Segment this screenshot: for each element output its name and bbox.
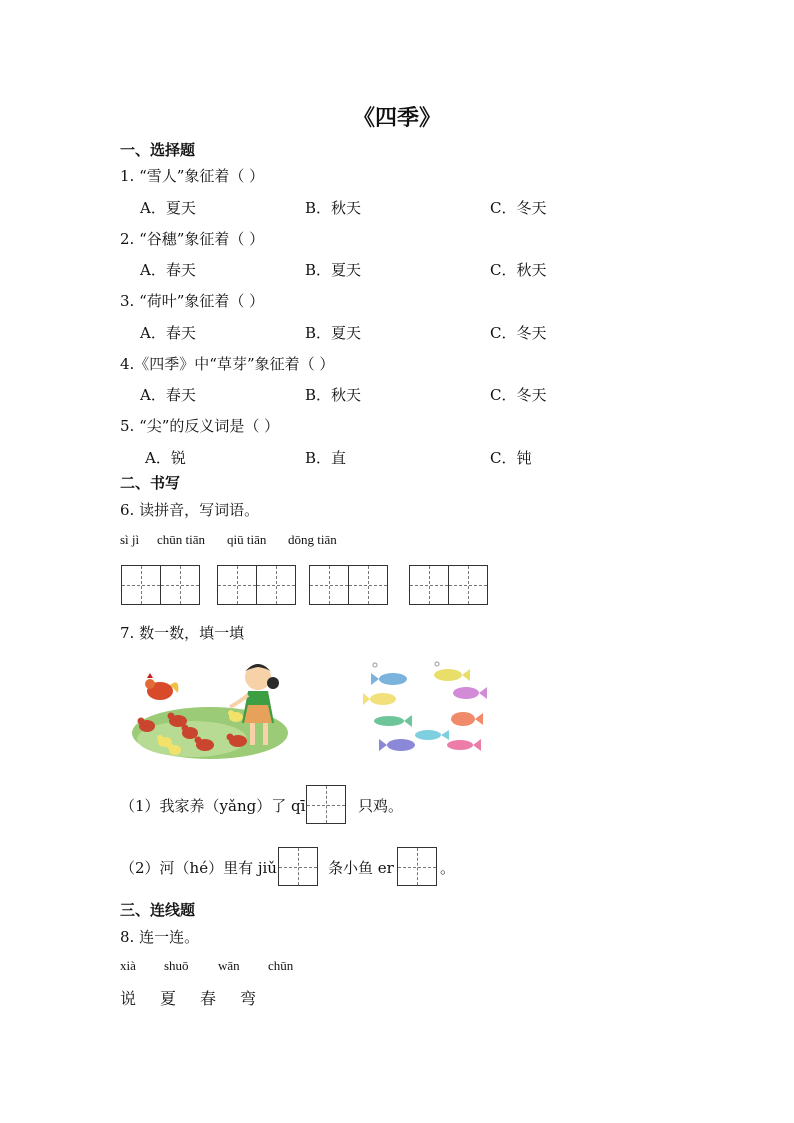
writing-grid-2[interactable] xyxy=(217,565,296,605)
question-2-option-b: B．夏天 xyxy=(305,261,362,279)
question-2-option-a: A．春天 xyxy=(140,261,196,279)
question-7-line-2-middle: 条小鱼 er xyxy=(328,859,394,877)
page-title: 《四季》 xyxy=(352,106,441,131)
question-2-option-c: C．秋天 xyxy=(490,261,547,279)
pinyin-chuntian: chūn tiān xyxy=(157,532,206,547)
pinyin-qiutian: qiū tiān xyxy=(227,532,267,547)
question-4-option-b: B．秋天 xyxy=(305,386,362,404)
match-char-shuo[interactable]: 说 xyxy=(120,989,137,1008)
answer-box-fish-er[interactable] xyxy=(397,847,437,886)
writing-grid-3[interactable] xyxy=(309,565,388,605)
answer-box-fish-jiu[interactable] xyxy=(278,847,318,886)
question-8-stem: 8. 连一连。 xyxy=(120,928,200,946)
answer-box-chickens[interactable] xyxy=(306,785,346,824)
pinyin-siji: sì jì xyxy=(120,532,140,547)
question-5-option-c: C．钝 xyxy=(490,449,532,467)
pinyin-dongtian: dōng tiān xyxy=(288,532,337,547)
match-pinyin-shuo[interactable]: shuō xyxy=(164,958,189,973)
match-char-wan[interactable]: 弯 xyxy=(240,989,257,1008)
question-3-option-a: A．春天 xyxy=(140,324,196,342)
question-3-stem: 3. “荷叶”象征着（ ） xyxy=(120,292,265,310)
question-7-line-1-suffix: 只鸡。 xyxy=(358,797,404,815)
fish-illustration xyxy=(363,657,493,762)
question-5-option-b: B．直 xyxy=(305,449,347,467)
chickens-illustration xyxy=(130,655,290,765)
writing-grid-4[interactable] xyxy=(409,565,488,605)
section-heading-choice: 一、选择题 xyxy=(120,141,196,159)
fish-icon xyxy=(363,669,487,751)
writing-grid-1[interactable] xyxy=(121,565,200,605)
question-1-option-a: A．夏天 xyxy=(140,199,196,217)
question-3-option-c: C．冬天 xyxy=(490,324,547,342)
section-heading-matching: 三、连线题 xyxy=(120,901,196,919)
question-7-line-2-end: 。 xyxy=(440,859,456,877)
question-4-stem: 4.《四季》中“草芽”象征着（ ） xyxy=(120,355,335,373)
question-6-stem: 6. 读拼音，写词语。 xyxy=(120,501,260,519)
question-4-option-c: C．冬天 xyxy=(490,386,547,404)
question-7-line-1-prefix: （1）我家养（yǎng）了 qī xyxy=(120,797,306,815)
question-1-option-b: B．秋天 xyxy=(305,199,362,217)
match-char-xia[interactable]: 夏 xyxy=(160,989,177,1008)
question-3-option-b: B．夏天 xyxy=(305,324,362,342)
question-1-option-c: C．冬天 xyxy=(490,199,547,217)
question-7-stem: 7. 数一数，填一填 xyxy=(120,624,245,642)
question-2-stem: 2. “谷穗”象征着（ ） xyxy=(120,230,265,248)
match-pinyin-xia[interactable]: xià xyxy=(120,958,136,973)
question-5-option-a: A．锐 xyxy=(145,449,186,467)
question-5-stem: 5. “尖”的反义词是（ ） xyxy=(120,417,280,435)
match-pinyin-chun[interactable]: chūn xyxy=(268,958,294,973)
match-pinyin-wan[interactable]: wān xyxy=(218,958,240,973)
question-1-stem: 1. “雪人”象征着（ ） xyxy=(120,167,265,185)
question-7-line-2-prefix: （2）河（hé）里有 jiǔ xyxy=(120,859,277,877)
section-heading-writing: 二、书写 xyxy=(120,474,181,492)
rooster-icon xyxy=(145,673,178,700)
match-char-chun[interactable]: 春 xyxy=(200,989,217,1008)
question-4-option-a: A．春天 xyxy=(140,386,196,404)
